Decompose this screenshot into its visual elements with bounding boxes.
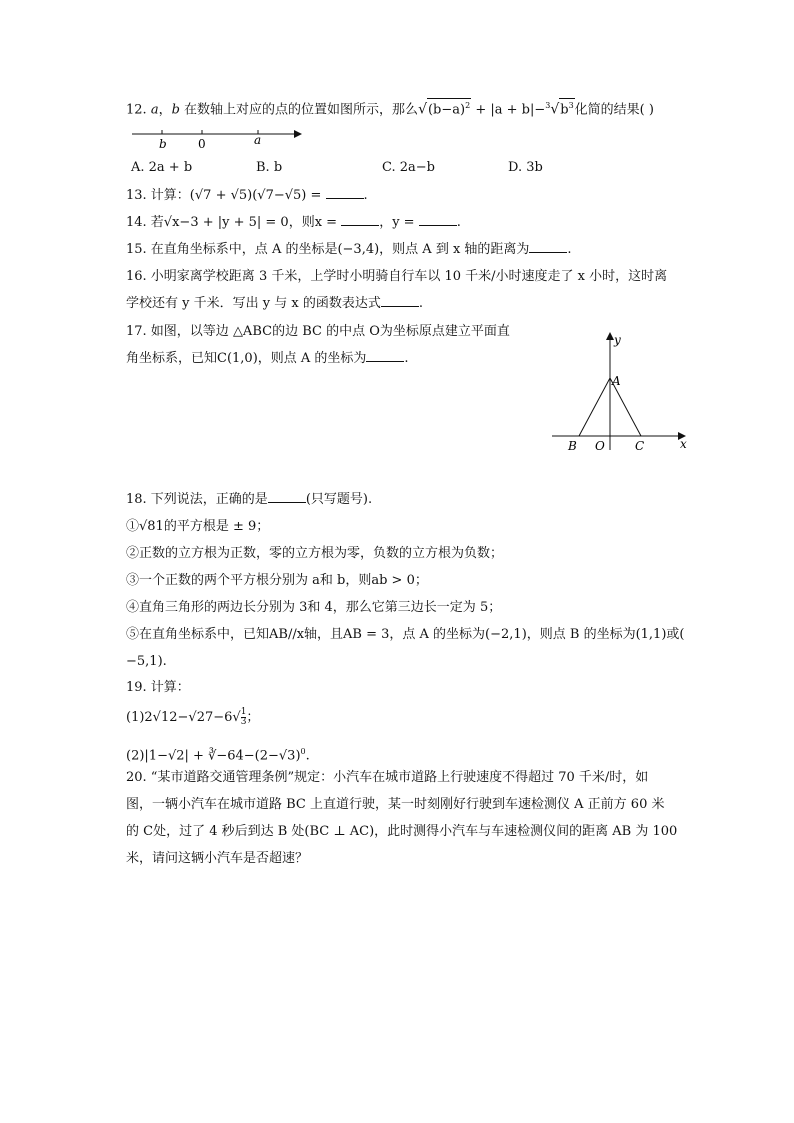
label-O: O	[595, 439, 605, 453]
q19-p2-exponent: 0	[300, 747, 306, 756]
q14-text: 14. 若√x−3 + |y + 5| = 0，则x =	[126, 215, 342, 230]
label-A: A	[612, 374, 621, 388]
q17-figure	[548, 328, 698, 458]
q12-radicand	[427, 98, 471, 117]
q18-tail: (只写题号).	[305, 492, 373, 507]
q16-blank	[381, 294, 419, 307]
number-line-arrow	[294, 130, 302, 138]
q15-tail: .	[567, 242, 572, 257]
cbrt-sign: √	[550, 101, 560, 118]
q12-radicand-text: (b−a)	[427, 102, 466, 118]
q14-blank-x	[341, 213, 379, 226]
sqrt-sign: √	[418, 101, 427, 118]
label-0: 0	[198, 137, 206, 151]
label-x: x	[680, 437, 687, 451]
q19-p2-tail: .	[305, 748, 310, 764]
number-line-figure	[126, 122, 306, 152]
q12-cube-pow: 3	[568, 101, 574, 110]
q12-text: 在数轴上对应的点的位置如图所示，那么	[179, 102, 419, 118]
label-B: B	[568, 439, 577, 453]
q12-option-b: B. b	[256, 160, 283, 175]
q17-line-1: 17. 如图，以等边 △ABC的边 BC 的中点 O为坐标原点建立平面直	[126, 324, 510, 339]
q18-blank	[268, 490, 306, 503]
q13-text: 13. 计算：(√7 + √5)(√7−√5) =	[126, 188, 326, 203]
q12-var-a: a	[150, 102, 159, 118]
label-y: y	[614, 333, 621, 347]
q16-line-1: 16. 小明家离学校距离 3 千米，上学时小明骑自行车以 10 千米/小时速度走了 x 小时，这时离	[126, 269, 668, 284]
q14-tail: .	[456, 215, 461, 230]
q12-cube-text: b	[560, 102, 569, 118]
q15-text: 15. 在直角坐标系中，点 A 的坐标是(−3,4)，则点 A 到 x 轴的距离为	[126, 242, 530, 257]
q12-var-b: b	[171, 102, 180, 118]
q17-text: 角坐标系，已知C(1,0)，则点 A 的坐标为	[126, 351, 367, 366]
q17-tail: .	[404, 351, 409, 366]
q19-p1-tail: ；	[246, 710, 260, 725]
q18-item-4: ④直角三角形的两边长分别为 3和 4，那么它第三边长一定为 5；	[126, 600, 502, 615]
q12-cube-index: 3	[545, 101, 551, 110]
q14-mid: ，y =	[379, 215, 419, 230]
q17-line-2	[126, 349, 409, 369]
side-ab	[579, 378, 610, 436]
q20-line-1: 20. “某市道路交通管理条例”规定：小汽车在城市道路上行驶速度不得超过 70 千米/时，如	[126, 770, 649, 785]
q20-line-4: 米，请问这辆小汽车是否超速？	[126, 851, 309, 866]
label-C: C	[635, 439, 645, 453]
fraction-numerator: 1	[240, 707, 247, 717]
q20-line-3: 的 C处，过了 4 秒后到达 B 处(BC ⊥ AC)，此时测得小汽车与车速检测仪间的距离 AB 为 100	[126, 824, 678, 839]
q12-option-a: A. 2a + b	[131, 160, 193, 175]
q15-line	[126, 240, 572, 260]
q12-square: 2	[465, 101, 471, 110]
q19-part-2	[126, 742, 310, 766]
label-b: b	[159, 137, 167, 151]
q19-part-1	[126, 708, 259, 728]
q18-item-5: ⑤在直角坐标系中，已知AB//x轴，且AB = 3，点 A 的坐标为(−2,1)，则点 B 的坐标为(1,1)或(	[126, 627, 685, 642]
q16-text: 学校还有 y 千米．写出 y 与 x 的函数表达式	[126, 296, 381, 311]
q12-cube-radicand	[559, 98, 574, 117]
q12-plus: + |a + b|−	[471, 102, 546, 118]
q18-item-2: ②正数的立方根为正数，零的立方根为零，负数的立方根为负数；	[126, 546, 504, 561]
q19-p2-text: (2)|1−√2| + ∛−64−(2−√3)	[126, 748, 301, 764]
q20-line-2: 图，一辆小汽车在城市道路 BC 上直道行驶，某一时刻刚好行驶到车速检测仪 A 正前方 60 米	[126, 797, 665, 812]
q12-tail: 化简的结果( )	[574, 102, 654, 118]
q18-item-3: ③一个正数的两个平方根分别为 a和 b，则ab > 0；	[126, 573, 428, 588]
q12-number: 12.	[126, 102, 151, 118]
q14-blank-y	[419, 213, 457, 226]
label-a: a	[254, 133, 262, 147]
q19-title: 19. 计算：	[126, 680, 190, 695]
q16-line-2	[126, 294, 423, 314]
q16-tail: .	[418, 296, 423, 311]
q18-item-1: ①√81的平方根是 ± 9；	[126, 519, 270, 534]
q12-option-c: C. 2a−b	[382, 160, 435, 175]
q12-option-d: D. 3b	[508, 160, 543, 175]
q18-title	[126, 490, 372, 510]
q14-line	[126, 213, 461, 233]
q15-blank	[529, 240, 567, 253]
q19-p1-text: (1)2√12−√27−6√	[126, 710, 241, 725]
q12-line	[126, 96, 654, 120]
q13-line	[126, 186, 368, 206]
q12-sep: ，	[158, 102, 172, 118]
q13-blank	[326, 186, 364, 199]
q13-tail: .	[363, 188, 368, 203]
q18-item-5-cont: −5,1).	[126, 654, 167, 669]
y-axis-arrow	[606, 332, 614, 340]
q17-blank	[366, 349, 404, 362]
q18-text: 18. 下列说法，正确的是	[126, 492, 268, 507]
fraction-denominator: 3	[240, 717, 247, 727]
